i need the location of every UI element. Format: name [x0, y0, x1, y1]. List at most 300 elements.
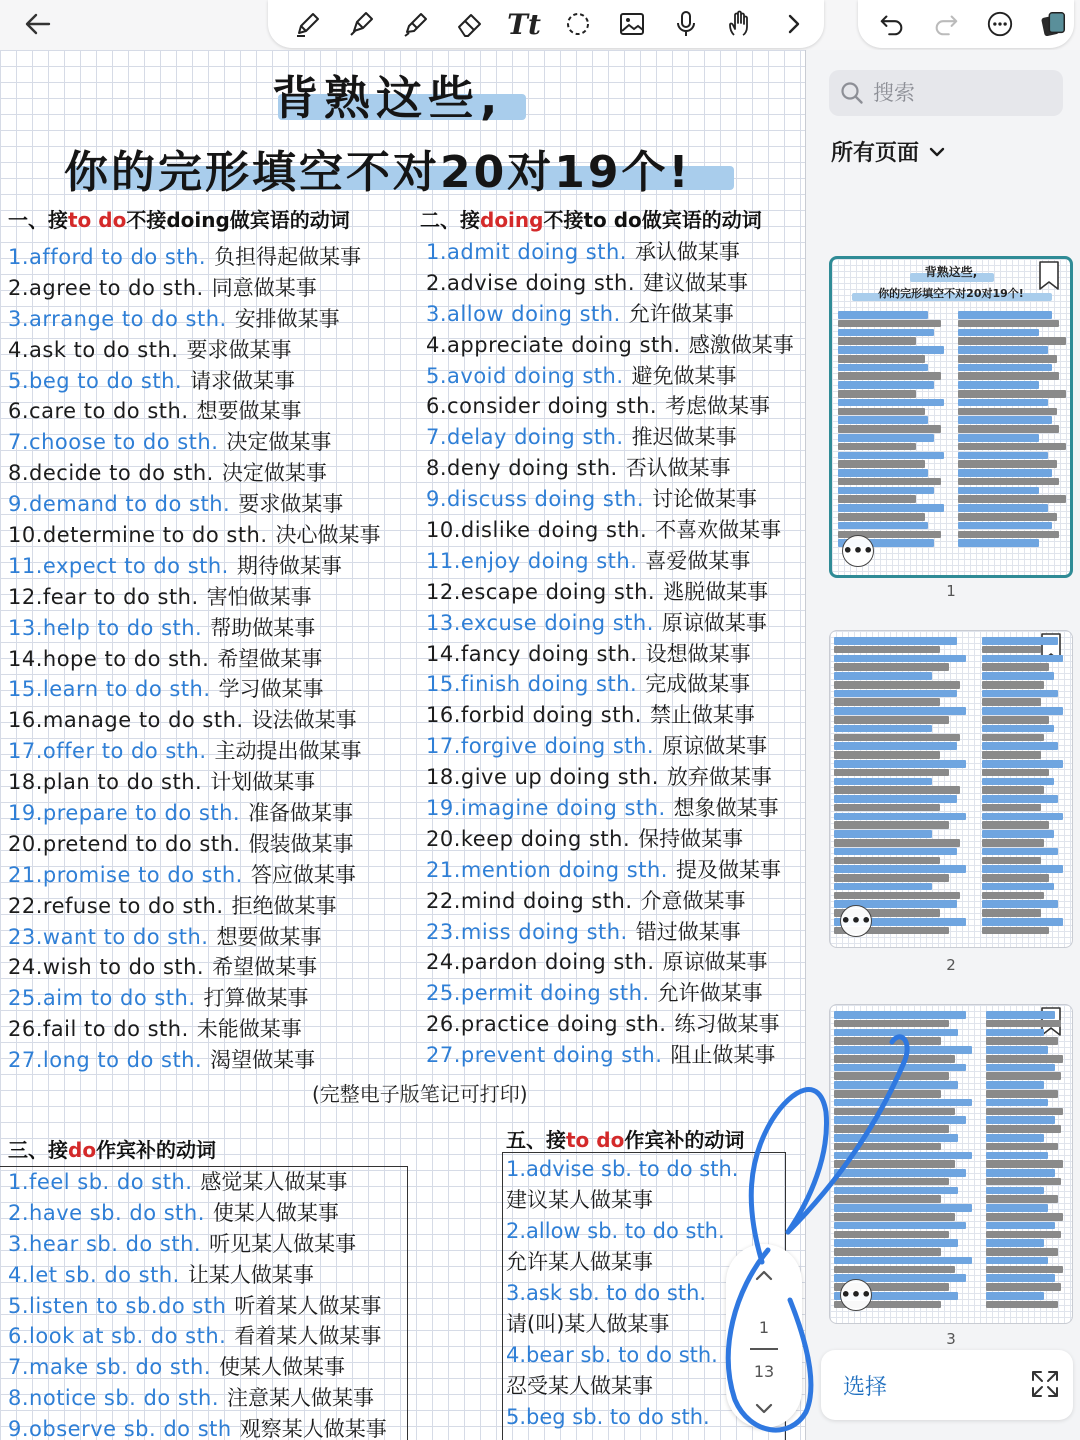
thumbnail-text-line [834, 1187, 958, 1195]
thumb2-more-button[interactable] [840, 905, 872, 937]
thumbnail-text-line [982, 655, 1063, 663]
thumbnail-text-line [838, 390, 916, 398]
thumbnail-text-line [834, 1099, 972, 1107]
section1-heading-red: to do [68, 208, 127, 232]
thumbnail-text-line [958, 408, 1057, 416]
verb-list-item [8, 551, 381, 582]
thumbnail-text-line [982, 672, 1054, 680]
thumbnail-text-line [838, 452, 944, 460]
thumbnail-text-line [986, 1169, 1055, 1177]
thumbnail-text-line [834, 760, 966, 768]
verb-list-item [426, 978, 794, 1009]
thumbnail-text-line [982, 769, 1049, 777]
thumbnail-text-line [834, 698, 940, 706]
thumbnail-text-line [838, 425, 941, 433]
section1-heading-prefix: 一、接 [8, 208, 68, 232]
thumb3-right-column [986, 1011, 1066, 1310]
undo-button[interactable] [872, 4, 912, 44]
section3-heading-red: do [68, 1138, 97, 1162]
thumbnail-text-line [982, 725, 1054, 733]
thumbnail-text-line [982, 698, 1041, 706]
verb-meaning: 请求做某事 [190, 368, 296, 393]
marker-tool[interactable] [396, 4, 436, 44]
verb-meaning: 希望做某事 [212, 955, 318, 980]
thumbnail-text-line [986, 1213, 1063, 1221]
thumbnail-text-line [838, 408, 925, 416]
thumbnail-text-line [986, 1134, 1044, 1142]
page-number-3: 3 [946, 1330, 956, 1348]
verb-list-item [426, 1009, 794, 1040]
thumbnail-text-line [982, 786, 1044, 794]
thumbnail-text-line [982, 830, 1054, 838]
verb-list-item [426, 484, 794, 515]
verb-phrase: 23.miss doing sth. [426, 919, 628, 944]
pen-tool[interactable] [288, 4, 328, 44]
verb-list-item [426, 391, 794, 422]
thumbnail-text-line [986, 1125, 1061, 1133]
microphone-icon [671, 9, 701, 39]
thumbnail-text-line [834, 1081, 958, 1089]
thumbnail-text-line [982, 795, 1058, 803]
verb-meaning: 观察某人做某事 [239, 1417, 387, 1440]
verb-phrase: 26.practice doing sth. [426, 1012, 667, 1037]
thumbnail-text-line [834, 795, 957, 803]
thumbnail-text-line [838, 346, 944, 354]
thumbnail-text-line [838, 355, 925, 363]
eraser-icon [455, 9, 485, 39]
page-thumbnail-2[interactable] [829, 630, 1073, 948]
bookmark-icon[interactable] [1038, 261, 1060, 291]
thumbnail-text-line [838, 329, 934, 337]
verb-meaning: 期待做某事 [236, 553, 342, 578]
thumbnail-text-line [986, 1178, 1061, 1186]
verb-list-item [8, 520, 381, 551]
thumbnail-text-line [982, 742, 1058, 750]
thumbnail-text-line [958, 495, 1066, 503]
text-tool[interactable] [504, 4, 544, 44]
thumbnail-text-line [986, 1090, 1058, 1098]
thumbnail-text-line [958, 504, 1048, 512]
thumbnail-text-line [834, 1231, 949, 1239]
thumbnail-text-line [958, 320, 1059, 328]
thumbnail-text-line [834, 1204, 972, 1212]
thumbnail-text-line [834, 778, 932, 786]
thumbnail-text-line [982, 646, 1041, 654]
pages-sidebar [807, 50, 1080, 1440]
thumbnail-text-line [834, 655, 966, 663]
verb-list-item [8, 1014, 381, 1045]
hand-draw-icon [725, 9, 755, 39]
total-pages: 13 [753, 1362, 775, 1381]
search-box[interactable] [829, 70, 1063, 116]
all-pages-label: 所有页面 [831, 141, 920, 166]
verb-phrase: 3.allow doing sth. [426, 301, 621, 326]
expand-icon[interactable] [1029, 1368, 1061, 1400]
thumbnail-text-line [834, 821, 949, 829]
verb-meaning: 感激做某事 [688, 332, 794, 357]
verb-meaning: 否认做某事 [625, 456, 731, 481]
verb-phrase: 20.pretend to do sth. [8, 831, 241, 856]
verb-list-item [426, 422, 794, 453]
verb-list-item [8, 644, 381, 675]
back-button[interactable] [18, 6, 58, 42]
thumbnail-text-line [958, 513, 1057, 521]
thumbnail-text-line [838, 504, 944, 512]
verb-list-item [426, 299, 794, 330]
verb-list-item [8, 1352, 387, 1383]
verb-phrase: 14.hope to do sth. [8, 646, 210, 671]
verb-list-item [426, 917, 794, 948]
text-tool-icon: Tt [507, 7, 541, 41]
page-thumbnail-1[interactable] [829, 256, 1073, 578]
thumbnail-text-line [838, 337, 916, 345]
verb-list-item [8, 1198, 387, 1229]
thumbnail-text-line [834, 892, 960, 900]
thumb3-more-button[interactable] [840, 1279, 872, 1311]
select-label: 选择 [843, 1375, 888, 1400]
thumb2-left-column [834, 637, 974, 936]
verb-list-item [426, 577, 794, 608]
section2-list [426, 237, 794, 1071]
verb-list-item [8, 458, 381, 489]
verb-phrase: 11.expect to do sth. [8, 553, 229, 578]
thumbnail-text-line [958, 399, 1048, 407]
thumbnail-text-line [958, 346, 1048, 354]
highlighter-tool[interactable] [342, 4, 382, 44]
verb-meaning: 保持做某事 [638, 826, 744, 851]
thumbnail-text-line [958, 329, 1039, 337]
thumbnail-text-line [834, 857, 940, 865]
thumbnail-text-line [986, 1081, 1044, 1089]
verb-meaning: 决定做某事 [226, 430, 332, 455]
thumbnail-text-line [982, 663, 1049, 671]
verb-meaning: 使某人做某事 [212, 1200, 339, 1225]
verb-phrase: 4.ask to do sth. [8, 337, 179, 362]
thumb1-right-column [958, 311, 1070, 548]
verb-phrase: 25.permit doing sth. [426, 981, 650, 1006]
thumbnail-text-line [834, 848, 957, 856]
thumbnail-text-line [834, 1257, 972, 1265]
pen-icon [293, 9, 323, 39]
pages-button[interactable] [1034, 4, 1074, 44]
page-divider [750, 1348, 778, 1350]
all-pages-dropdown[interactable] [831, 136, 947, 167]
thumb3-left-column [834, 1011, 978, 1310]
verb-meaning: 允许做某事 [657, 981, 763, 1006]
thumbnail-text-line [986, 1072, 1061, 1080]
microphone-tool[interactable] [666, 4, 706, 44]
thumbnail-text-line [958, 531, 1059, 539]
thumbnail-text-line [982, 707, 1063, 715]
verb-meaning: 提及做某事 [675, 857, 781, 882]
arrow-left-icon [23, 9, 53, 39]
verb-meaning: 请(叫)某人做某事 [506, 1312, 670, 1336]
verb-phrase: 21.mention doing sth. [426, 857, 668, 882]
section1-heading [8, 204, 350, 233]
verb-list-item [426, 669, 794, 700]
eraser-tool[interactable] [450, 4, 490, 44]
thumbnail-text-line [958, 522, 1052, 530]
thumbnail-text-line [834, 690, 957, 698]
thumbnail-text-line [834, 1213, 955, 1221]
section3-heading-prefix: 三、接 [8, 1138, 68, 1162]
thumbnail-text-line [982, 690, 1058, 698]
verb-meaning: 决定做某事 [221, 461, 327, 486]
thumbnail-text-line [986, 1222, 1055, 1230]
verb-list-item [8, 396, 381, 427]
thumbnail-text-line [838, 522, 928, 530]
verb-phrase: 8.decide to do sth. [8, 461, 214, 486]
thumbnail-text-line [834, 1029, 958, 1037]
verb-list-item [8, 335, 381, 366]
thumbnail-text-line [982, 821, 1049, 829]
select-button[interactable] [821, 1350, 1073, 1420]
verb-meaning: 帮助做某事 [210, 615, 316, 640]
verb-meaning: 决心做某事 [275, 523, 381, 548]
verb-phrase: 26.fail to do sth. [8, 1017, 189, 1042]
verb-meaning: 听着某人做某事 [234, 1293, 382, 1318]
highlighter-icon [347, 9, 377, 39]
chevron-right-icon [779, 9, 809, 39]
thumbnail-text-line [834, 1055, 955, 1063]
verb-meaning: 同意做某事 [211, 275, 317, 300]
verb-meaning: 假装做某事 [248, 831, 354, 856]
thumbnail-text-line [834, 1108, 955, 1116]
thumbnail-text-line [834, 1222, 966, 1230]
page-thumbnail-3[interactable] [829, 1004, 1073, 1324]
verb-meaning: 禁止做某事 [649, 703, 755, 728]
thumbnail-text-line [986, 1292, 1044, 1300]
verb-list-item [8, 1045, 381, 1076]
verb-meaning: 拒绝做某事 [231, 893, 337, 918]
thumbnail-text-line [982, 681, 1044, 689]
search-icon [839, 80, 865, 106]
thumbnail-text-line [986, 1160, 1063, 1168]
thumbnail-text-line [958, 434, 1039, 442]
verb-phrase: 14.fancy doing sth. [426, 641, 638, 666]
thumbnail-text-line [982, 927, 1049, 935]
verb-list-item [8, 736, 381, 767]
verb-list-item [426, 793, 794, 824]
more-tools-button[interactable] [774, 4, 814, 44]
redo-button[interactable] [926, 4, 966, 44]
thumbnail-text-line [834, 830, 932, 838]
thumbnail-text-line [834, 1037, 941, 1045]
note-title: 背熟这些, [272, 71, 504, 125]
verb-list-item [426, 330, 794, 361]
verb-phrase: 25.aim to do sth. [8, 986, 196, 1011]
thumbnail-text-line [986, 1195, 1058, 1203]
verb-list-item [426, 639, 794, 670]
verb-list-item [426, 361, 794, 392]
thumbnail-text-line [958, 381, 1039, 389]
previous-page-button[interactable] [748, 1260, 780, 1292]
verb-meaning: 逃脱做某事 [663, 579, 769, 604]
print-note: (完整电子版笔记可打印) [312, 1082, 528, 1106]
section2-heading-prefix: 二、接 [420, 208, 480, 232]
section3-heading-suffix: 作宾补的动词 [96, 1138, 217, 1162]
verb-list-item [426, 1040, 794, 1071]
verb-phrase: 2.agree to do sth. [8, 275, 204, 300]
thumbnail-text-line [838, 320, 941, 328]
verb-phrase: 1.advise sb. to do sth. [506, 1157, 739, 1181]
thumbnail-text-line [986, 1116, 1055, 1124]
verb-meaning: 主动提出做某事 [214, 739, 362, 764]
verb-meaning: 让某人做某事 [187, 1262, 314, 1287]
hand-draw-tool[interactable] [720, 4, 760, 44]
verb-phrase: 13.help to do sth. [8, 615, 203, 640]
verb-list-item [426, 268, 794, 299]
verb-meaning: 讨论做某事 [652, 487, 758, 512]
thumb1-title: 背熟这些, [924, 265, 978, 279]
thumbnail-text-line [982, 892, 1044, 900]
thumbnail-text-line [958, 372, 1059, 380]
verb-phrase: 7.choose to do sth. [8, 430, 219, 455]
verb-phrase: 4.bear sb. to do sth. [506, 1343, 718, 1367]
verb-phrase: 27.prevent doing sth. [426, 1043, 663, 1068]
thumbnail-text-line [986, 1108, 1063, 1116]
verb-phrase: 24.pardon doing sth. [426, 950, 655, 975]
section2-heading-suffix: 不接to do做宾语的动词 [543, 208, 762, 232]
thumbnail-text-line [986, 1187, 1044, 1195]
verb-phrase: 18.plan to do sth. [8, 770, 203, 795]
thumbnail-text-line [958, 487, 1039, 495]
more-dots-icon: ••• [842, 541, 874, 560]
verb-phrase: 1.feel sb. do sth. [8, 1170, 193, 1194]
chevron-down-icon [927, 142, 947, 162]
thumbnail-text-line [834, 1143, 941, 1151]
thumbnail-text-line [834, 1090, 941, 1098]
thumbnail-text-line [838, 513, 925, 521]
verb-meaning: 想要做某事 [196, 399, 302, 424]
thumbnail-text-line [834, 1195, 941, 1203]
thumb2-right-column [982, 637, 1066, 936]
thumbnail-text-line [982, 813, 1063, 821]
thumbnail-text-line [982, 848, 1058, 856]
thumbnail-text-line [958, 539, 1039, 547]
section2-heading [420, 204, 762, 233]
verb-meaning: 考虑做某事 [665, 394, 771, 419]
verb-phrase: 15.learn to do sth. [8, 677, 211, 702]
thumbnail-text-line [834, 1020, 949, 1028]
verb-meaning: 推迟做某事 [631, 425, 737, 450]
thumbnail-text-line [834, 874, 949, 882]
verb-phrase: 10.dislike doing sth. [426, 518, 648, 543]
verb-phrase: 2.advise doing sth. [426, 270, 636, 295]
thumbnail-text-line [982, 865, 1063, 873]
verb-phrase: 16.forbid doing sth. [426, 703, 642, 728]
thumbnail-text-line [986, 1055, 1063, 1063]
more-options-button[interactable] [980, 4, 1020, 44]
section3-heading [8, 1134, 216, 1163]
verb-list-item [426, 886, 794, 917]
verb-phrase: 8.deny doing sth. [426, 456, 618, 481]
thumbnail-text-line [838, 434, 934, 442]
thumbnail-text-line [986, 1231, 1061, 1239]
verb-meaning: 允许某人做某事 [506, 1250, 653, 1274]
verb-phrase: 3.arrange to do sth. [8, 306, 227, 331]
thumb1-more-button[interactable] [842, 535, 874, 567]
thumbnail-text-line [982, 760, 1063, 768]
section1-heading-suffix: 不接doing做宾语的动词 [126, 208, 350, 232]
thumbnail-text-line [838, 478, 941, 486]
verb-list-item [8, 952, 381, 983]
verb-phrase: 3.hear sb. do sth. [8, 1231, 202, 1256]
image-tool[interactable] [612, 4, 652, 44]
thumbnail-text-line [986, 1037, 1058, 1045]
verb-list-item [8, 427, 381, 458]
verb-meaning: 完成做某事 [645, 672, 751, 697]
thumbnail-text-line [834, 883, 932, 891]
thumbnail-text-line [834, 707, 966, 715]
thumbnail-text-line [986, 1020, 1061, 1028]
verb-list-item [8, 1383, 387, 1414]
section5-heading-suffix: 作宾补的动词 [624, 1128, 745, 1152]
verb-meaning: 放弃做某事 [666, 765, 772, 790]
note-page[interactable] [0, 50, 806, 1440]
thumbnail-text-line [834, 1134, 958, 1142]
verb-list-item [8, 1321, 387, 1352]
verb-phrase: 3.ask sb. to do sth. [506, 1281, 707, 1305]
verb-phrase: 10.determine to do sth. [8, 523, 268, 548]
thumbnail-text-line [838, 487, 934, 495]
verb-list-item [426, 700, 794, 731]
verb-list-item [8, 922, 381, 953]
marker-icon [401, 9, 431, 39]
undo-icon [878, 10, 906, 38]
verb-meaning: 安排做某事 [234, 306, 340, 331]
verb-meaning: 未能做某事 [196, 1017, 302, 1042]
verb-meaning: 忍受某人做某事 [506, 1374, 653, 1398]
verb-list-item [8, 1414, 387, 1440]
thumbnail-text-line [982, 918, 1063, 926]
search-input[interactable] [873, 81, 1053, 105]
thumbnail-text-line [986, 1248, 1058, 1256]
chevron-up-icon [753, 1265, 775, 1287]
section5-list [506, 1154, 738, 1433]
thumbnail-text-line [958, 364, 1052, 372]
verb-meaning: 要求做某事 [186, 337, 292, 362]
thumbnail-text-line [838, 399, 944, 407]
verb-list-item [8, 273, 381, 304]
lasso-tool[interactable] [558, 4, 598, 44]
verb-phrase: 22.refuse to do sth. [8, 893, 224, 918]
verb-list-item [426, 515, 794, 546]
verb-meaning: 看着某人做某事 [234, 1324, 382, 1349]
thumbnail-text-line [986, 1274, 1055, 1282]
thumbnail-text-line [834, 804, 940, 812]
thumbnail-text-line [982, 909, 1041, 917]
section2-heading-red: doing [480, 208, 544, 232]
thumbnail-text-line [834, 681, 960, 689]
thumbnail-text-line [958, 469, 1052, 477]
thumbnail-text-line [958, 311, 1052, 319]
verb-meaning: 阻止做某事 [670, 1043, 776, 1068]
thumbnail-text-line [982, 751, 1041, 759]
thumbnail-text-line [982, 778, 1054, 786]
verb-list-item [8, 891, 381, 922]
verb-list-item [8, 829, 381, 860]
verb-meaning: 打算做某事 [203, 986, 309, 1011]
thumbnail-text-line [986, 1204, 1048, 1212]
next-page-button[interactable] [748, 1392, 780, 1424]
lasso-icon [563, 9, 593, 39]
section5-heading [506, 1124, 744, 1153]
thumbnail-text-line [834, 1011, 966, 1019]
thumbnail-text-line [834, 716, 949, 724]
verb-phrase: 23.want to do sth. [8, 924, 209, 949]
verb-phrase: 5.beg to do sth. [8, 368, 183, 393]
